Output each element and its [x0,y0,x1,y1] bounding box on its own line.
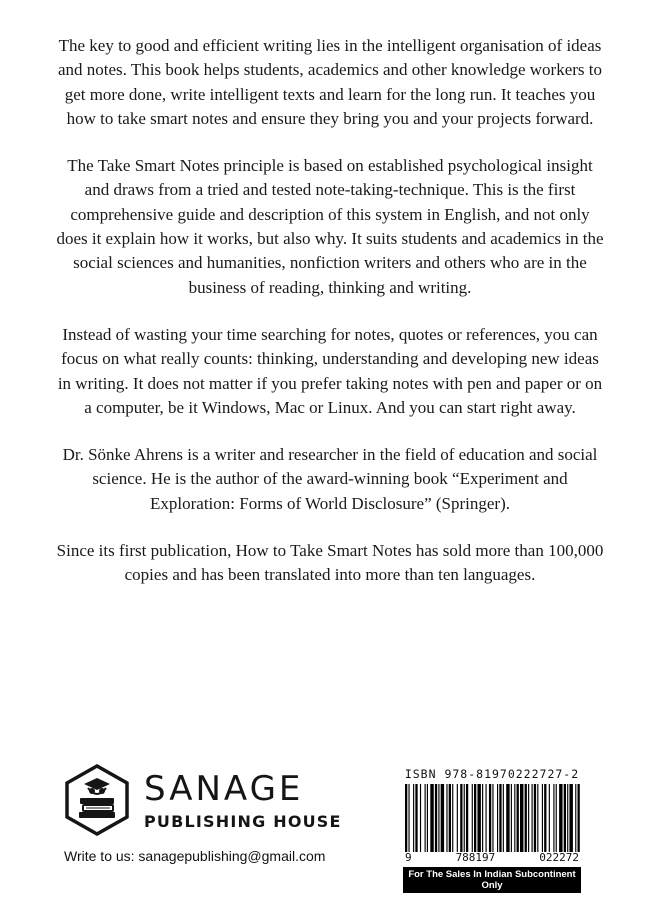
contact-email: Write to us: sanagepublishing@gmail.com [64,848,326,864]
sales-region-note: For The Sales In Indian Subcontinent Only [403,867,581,893]
isbn-label: ISBN 978-81970222727-2 [404,767,580,781]
barcode-bar [477,784,480,852]
barcode-bar [534,784,536,852]
barcode-bar [472,784,473,852]
barcode-bar [474,784,476,852]
barcode-digit-group-2: 022272 [539,851,579,864]
barcode-bar [549,784,550,852]
barcode-bar [544,784,546,852]
barcode-bar [542,784,543,852]
barcode-bar [489,784,491,852]
publisher-logo [64,760,342,840]
barcode-bar [499,784,501,852]
barcode-bar [553,784,554,852]
barcode-bar [575,784,576,852]
barcode-bar [408,784,409,852]
barcode-bar [532,784,533,852]
barcode-bar [449,784,451,852]
blurb-paragraph-1: The key to good and efficient writing lies in the intelligent organisation of ideas and notes. This book helps students, academics and other knowledge workers to get more done, write intelligent texts and learn for the long run. It teaches you how to take smart notes and ensure they bring you and your projects forward. [57,36,603,128]
publisher-subtitle: PUBLISHING HOUSE [144,811,342,831]
barcode-bar [441,784,444,852]
publisher-name: SANAGE [144,768,304,809]
barcode-bar [430,784,433,852]
author-bio-paragraph: Dr. Sönke Ahrens is a writer and researcher in the field of education and social science. He is the author of the award-winning book “Experiment and Exploration: Forms of World Disclosure” (Springer). [62,445,598,513]
barcode-bar [452,784,453,852]
barcode-bar [511,784,512,852]
barcode-bar [486,784,487,852]
barcode-bar [405,784,407,852]
barcode-bar [520,784,523,852]
barcode-bar [460,784,462,852]
barcode-bar [556,784,557,852]
barcode-digit-prefix: 9 [405,851,412,864]
barcode-digit-group-1: 788197 [455,851,496,864]
barcode-bar [482,784,483,852]
barcode-bar [569,784,572,852]
blurb-paragraph-2: The Take Smart Notes principle is based on established psychological insight and draws from a tried and tested note-taking-technique. This is the first comprehensive guide and description of this system in English, and not only does it explain how it works, but also why. It suits students and academics in the social sciences and humanities, nonfiction writers and others who are in the business of reading, thinking and writing. [56,156,604,297]
barcode-bar [497,784,498,852]
barcode-bar [567,784,568,852]
barcode-bar [438,784,439,852]
blurb-paragraph-3: Instead of wasting your time searching for notes, quotes or references, you can focus on what really counts: thinking, understanding and developing new ideas in writing. It does not matter if you prefer taking notes with pen and paper or on a computer, be it Windows, Mac or Linux. And you can start right away. [57,324,603,417]
sales-paragraph: Since its first publication, How to Take Smart Notes has sold more than 100,000 copies and has been translated into more than ten languages. [56,541,604,585]
stacked-books-owl-icon [64,764,130,836]
isbn-barcode [403,768,581,893]
barcode-bar [506,784,509,852]
barcode-bar [517,784,519,852]
barcode-bar [537,784,538,852]
barcode-bar [492,784,493,852]
barcode-bar [466,784,468,852]
barcode-bar [578,784,580,852]
barcode-bar [514,784,515,852]
barcode-bar [528,784,529,852]
barcode-bar [564,784,566,852]
barcode-bar [413,784,414,852]
barcode-bar [503,784,504,852]
barcode-bar [464,784,465,852]
barcode-bar [425,784,426,852]
back-cover-blurb [56,34,604,611]
barcode-bar [457,784,458,852]
barcode-bar [415,784,417,852]
barcode-bar [525,784,527,852]
barcode-bar [446,784,447,852]
barcode-bars [403,784,581,852]
barcode-bar [420,784,421,852]
barcode-bar [427,784,428,852]
barcode-bar [435,784,437,852]
barcode-bar [559,784,562,852]
barcode-digits [403,852,581,864]
